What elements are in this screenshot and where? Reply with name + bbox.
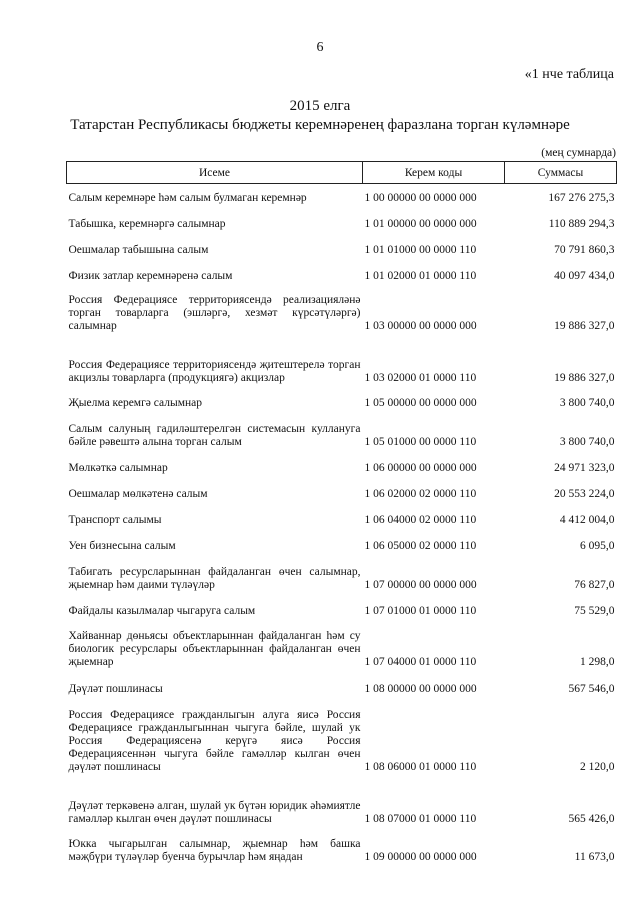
- row-code: 1 05 01000 00 0000 110: [364, 435, 477, 448]
- row-sum: 76 827,0: [574, 578, 615, 591]
- units-note: (мең сумнарда): [541, 147, 616, 159]
- row-code: 1 09 00000 00 0000 000: [364, 850, 477, 863]
- page-number: 6: [316, 40, 324, 55]
- row-name: Мөлкәткә салымнар: [68, 461, 168, 474]
- table-row: [67, 671, 617, 698]
- row-name: Табигать ресурсларыннан файдаланган өчен салымнар, җыемнар һәм даими түләүләр: [68, 565, 361, 591]
- table-row: [67, 555, 617, 594]
- table-row: [67, 335, 617, 387]
- row-name: Табышка, керемнәргә салымнар: [68, 217, 226, 230]
- row-name: Җыелма керемгә салымнар: [68, 396, 202, 409]
- row-name: Россия Федерациясе территориясендә реализацияләнә торган товарларга (эшләргә, хезмәт күрсәтүләргә) салымнар: [68, 293, 361, 332]
- table-row: [67, 503, 617, 529]
- table-row: [67, 620, 617, 671]
- row-code: 1 06 00000 00 0000 000: [364, 461, 477, 474]
- row-name: Салым керемнәре һәм салым булмаган керемнәр: [68, 191, 307, 204]
- row-name: Россия Федерациясе гражданлыгын алуга яисә Россия Федерациясе гражданлыгыннан чыгуга бәйле, шулай ук Россия Федерациясенә керүгә яисә Россия Федерациясеннән чыгуга бәйле гамәлләр кылган өчен дәүләт пошлинасы: [68, 708, 361, 773]
- row-name: Хайваннар дөньясы объектларыннан файдаланган һәм су биологик ресурслары объектларыннан файдаланган өчен җыемнар: [68, 629, 361, 668]
- row-sum: 110 889 294,3: [548, 217, 615, 230]
- row-sum: 75 529,0: [574, 604, 615, 617]
- row-code: 1 05 00000 00 0000 000: [364, 396, 477, 409]
- table-annex-label: «1 нче таблица: [524, 67, 614, 82]
- row-sum: 3 800 740,0: [559, 435, 615, 448]
- row-sum: 19 886 327,0: [554, 371, 615, 384]
- table-header-row: [67, 162, 617, 184]
- row-sum: 19 886 327,0: [554, 319, 615, 332]
- row-sum: 567 546,0: [568, 682, 615, 695]
- row-code: 1 03 00000 00 0000 000: [364, 319, 477, 332]
- table-row: [67, 184, 617, 207]
- row-name: Уен бизнесына салым: [68, 539, 176, 552]
- table-row: [67, 412, 617, 451]
- row-name: Салым салуның гадиләштерелгән системасын куллануга бәйле рәвештә алына торган салым: [68, 422, 361, 448]
- row-code: 1 08 00000 00 0000 000: [364, 682, 477, 695]
- row-sum: 6 095,0: [580, 539, 615, 552]
- row-name: Оешмалар табышына салым: [68, 243, 209, 256]
- document-year-heading: 2015 елга: [289, 98, 351, 114]
- table-row: [67, 233, 617, 259]
- row-code: 1 07 01000 01 0000 110: [364, 604, 477, 617]
- row-sum: 20 553 224,0: [554, 487, 615, 500]
- table-row: [67, 529, 617, 555]
- row-code: 1 06 02000 02 0000 110: [364, 487, 477, 500]
- row-code: 1 06 05000 02 0000 110: [364, 539, 477, 552]
- row-sum: 565 426,0: [568, 812, 615, 825]
- row-name: Транспорт салымы: [68, 513, 162, 526]
- budget-revenue-table: [66, 161, 617, 866]
- row-sum: 1 298,0: [580, 655, 615, 668]
- document-title: Татарстан Республикасы бюджеты керемнәренең фаразлана торган күләмнәре: [70, 117, 570, 133]
- row-name: Файдалы казылмалар чыгаруга салым: [68, 604, 256, 617]
- row-code: 1 01 00000 00 0000 000: [364, 217, 477, 230]
- header-name: Исеме: [67, 162, 363, 184]
- row-code: 1 01 02000 01 0000 110: [364, 269, 477, 282]
- row-sum: 70 791 860,3: [554, 243, 615, 256]
- table-row: [67, 259, 617, 285]
- table-row: [67, 207, 617, 233]
- table-row: [67, 776, 617, 828]
- table-row: [67, 698, 617, 776]
- row-sum: 4 412 004,0: [559, 513, 615, 526]
- table-row: [67, 451, 617, 477]
- row-name: Дәүләт теркәвенә алган, шулай ук бүтән юридик әһәмиятле гамәлләр кылган өчен дәүләт пошлинасы: [68, 799, 361, 825]
- row-sum: 40 097 434,0: [554, 269, 615, 282]
- row-name: Юкка чыгарылган салымнар, җыемнар һәм башка мәҗбүри түләүләр буенча бурычлар һәм яңадан: [68, 837, 361, 863]
- row-code: 1 07 00000 00 0000 000: [364, 578, 477, 591]
- row-code: 1 01 01000 00 0000 110: [364, 243, 477, 256]
- row-sum: 24 971 323,0: [554, 461, 615, 474]
- row-name: Оешмалар мөлкәтенә салым: [68, 487, 208, 500]
- row-sum: 167 276 275,3: [548, 191, 615, 204]
- table-row: [67, 477, 617, 503]
- row-sum: 2 120,0: [580, 760, 615, 773]
- row-code: 1 08 07000 01 0000 110: [364, 812, 477, 825]
- row-sum: 3 800 740,0: [559, 396, 615, 409]
- row-sum: 11 673,0: [574, 850, 615, 863]
- row-code: 1 08 06000 01 0000 110: [364, 760, 477, 773]
- row-name: Дәүләт пошлинасы: [68, 682, 163, 695]
- row-name: Россия Федерациясе территориясендә җитештерелә торган акцизлы товарларга (продукциягә) акцизлар: [68, 358, 361, 384]
- row-name: Физик затлар керемнәренә салым: [68, 269, 233, 282]
- header-sum: Суммасы: [505, 162, 617, 184]
- table-body: [67, 184, 617, 866]
- table-row: [67, 594, 617, 620]
- table-row: [67, 828, 617, 866]
- table-row: [67, 387, 617, 412]
- header-code: Керем коды: [363, 162, 505, 184]
- row-code: 1 00 00000 00 0000 000: [364, 191, 477, 204]
- table-row: [67, 285, 617, 335]
- row-code: 1 07 04000 01 0000 110: [364, 655, 477, 668]
- row-code: 1 03 02000 01 0000 110: [364, 371, 477, 384]
- row-code: 1 06 04000 02 0000 110: [364, 513, 477, 526]
